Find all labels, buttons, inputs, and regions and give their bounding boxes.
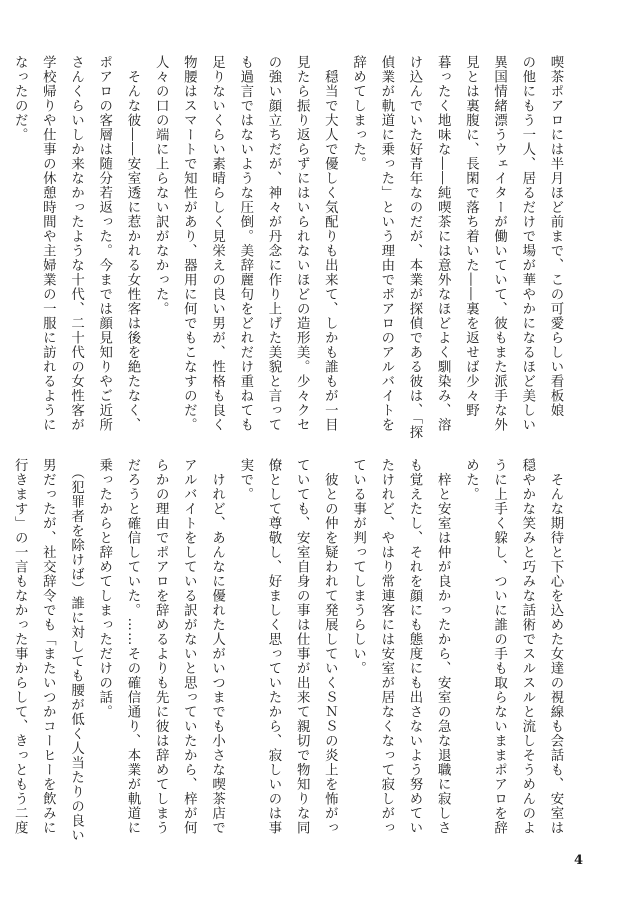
text-line: も覚えたし、それを顔にも態度にも出さないよう努めてい: [406, 458, 422, 835]
text-line: 男だったが、社交辞令でも「またいつかコーヒーを飲みに: [40, 458, 56, 835]
text-line: [0, 458, 5, 843]
text-line: だろうと確信していた。……その確信通り、本業が軌道に: [124, 458, 140, 835]
text-line: ていても、安室自身の事は仕事が出来て親切で物知りな同: [294, 458, 310, 835]
text-line: 学校帰りや仕事の休憩時間や主婦業の一服に訪れるように: [40, 55, 56, 432]
text-line: 穏当で大人で優しく気配りも出来て、しかも誰もが一目: [322, 55, 338, 432]
text-line: らかの理由でポアロを辞めるよりも先に彼は辞めてしまう: [153, 458, 169, 835]
text-line: 足りないくらい素晴らしく見栄えの良い男が、性格も良く: [209, 55, 225, 432]
text-line: アルバイトをしている訳がないと思っていたから、梓が何: [181, 458, 197, 835]
text-line: 梓と安室は仲が良かったから、安室の急な退職に寂しさ: [435, 458, 451, 835]
text-line: 辞めてしまった。: [350, 55, 366, 171]
text-line: の他にもう一人、居るだけで場が華やかになるほど美しい: [519, 55, 535, 432]
text-line: 偵業が軌道に乗った」という理由でポアロのアルバイトを: [378, 55, 394, 432]
text-block-top: [12, 55, 569, 440]
text-line: たけれど、やはり常連客には安室が居なくなって寂しがっ: [378, 458, 394, 835]
text-line: けれど、あんなに優れた人がいつまでも小さな喫茶店で: [209, 458, 225, 835]
text-line: 喫茶ポアロには半月ほど前まで、この可愛らしい看板娘: [548, 55, 563, 418]
text-line: 人々の口の端に上らない訳がなかった。: [153, 55, 169, 316]
text-line: そんな彼――安室透に惹かれる女性客は後を絶たなく、: [124, 55, 140, 432]
text-line: そんな期待と下心を込めた女達の視線も会話も、安室は: [548, 458, 563, 835]
text-line: なったのだ。: [12, 55, 28, 142]
text-line: 乗ったからと辞めてしまっただけの話。: [96, 458, 112, 719]
text-line: 僚として尊敬し、好ましく思っていたから、寂しいのは事: [265, 458, 281, 835]
text-line: 見とは裏腹に、長閑で落ち着いた――裏を返せば少々野: [463, 55, 479, 418]
text-line: け込んでいた好青年なのだが、本業が探偵である彼は、「探: [406, 55, 422, 440]
text-line: 実で。: [237, 458, 253, 502]
text-line: めた。: [463, 458, 479, 502]
text-line: 穏やかな笑みと巧みな話術でスルスルと流しそうめんのよ: [519, 458, 535, 835]
text-line: [0, 55, 5, 440]
text-line: も過言ではないような圧倒。美辞麗句をどれだけ重ねても: [237, 55, 253, 432]
text-line: ポアロの客層は随分若返った。今までは顔見知りやご近所: [96, 55, 112, 432]
text-line: 彼との仲を疑われて発展していくＳＮＳの炎上を怖がっ: [322, 458, 338, 835]
text-line: 見たら振り返らずにはいられないほどの造形美。少々クセ: [294, 55, 310, 432]
text-block-bottom: [12, 458, 569, 843]
page-number: 4: [574, 853, 584, 868]
text-line: 物腰はスマートで知性があり、器用に何でもこなすのだ。: [181, 55, 197, 432]
text-line: ている事が判ってしまうらしい。: [350, 458, 366, 676]
text-line: 暮ったく地味な――純喫茶には意外なほどよく馴染み、溶: [435, 55, 451, 432]
text-line: 異国情緒漂うウェイターが働いていて、彼もまた派手な外: [491, 55, 507, 432]
text-line: の強い顔立ちだが、神々が丹念に作り上げた美貌と言って: [265, 55, 281, 432]
text-line: 行きます」の一言もなかった事からして、きっともう二度: [12, 458, 28, 835]
text-line: （犯罪者を除けば）誰に対しても腰が低く人当たりの良い: [68, 458, 84, 843]
text-line: うに上手く躱し、ついに誰の手も取らないままポアロを辞: [491, 458, 507, 835]
text-line: さんくらいしか来なかったような十代、二十代の女性客が: [68, 55, 84, 432]
